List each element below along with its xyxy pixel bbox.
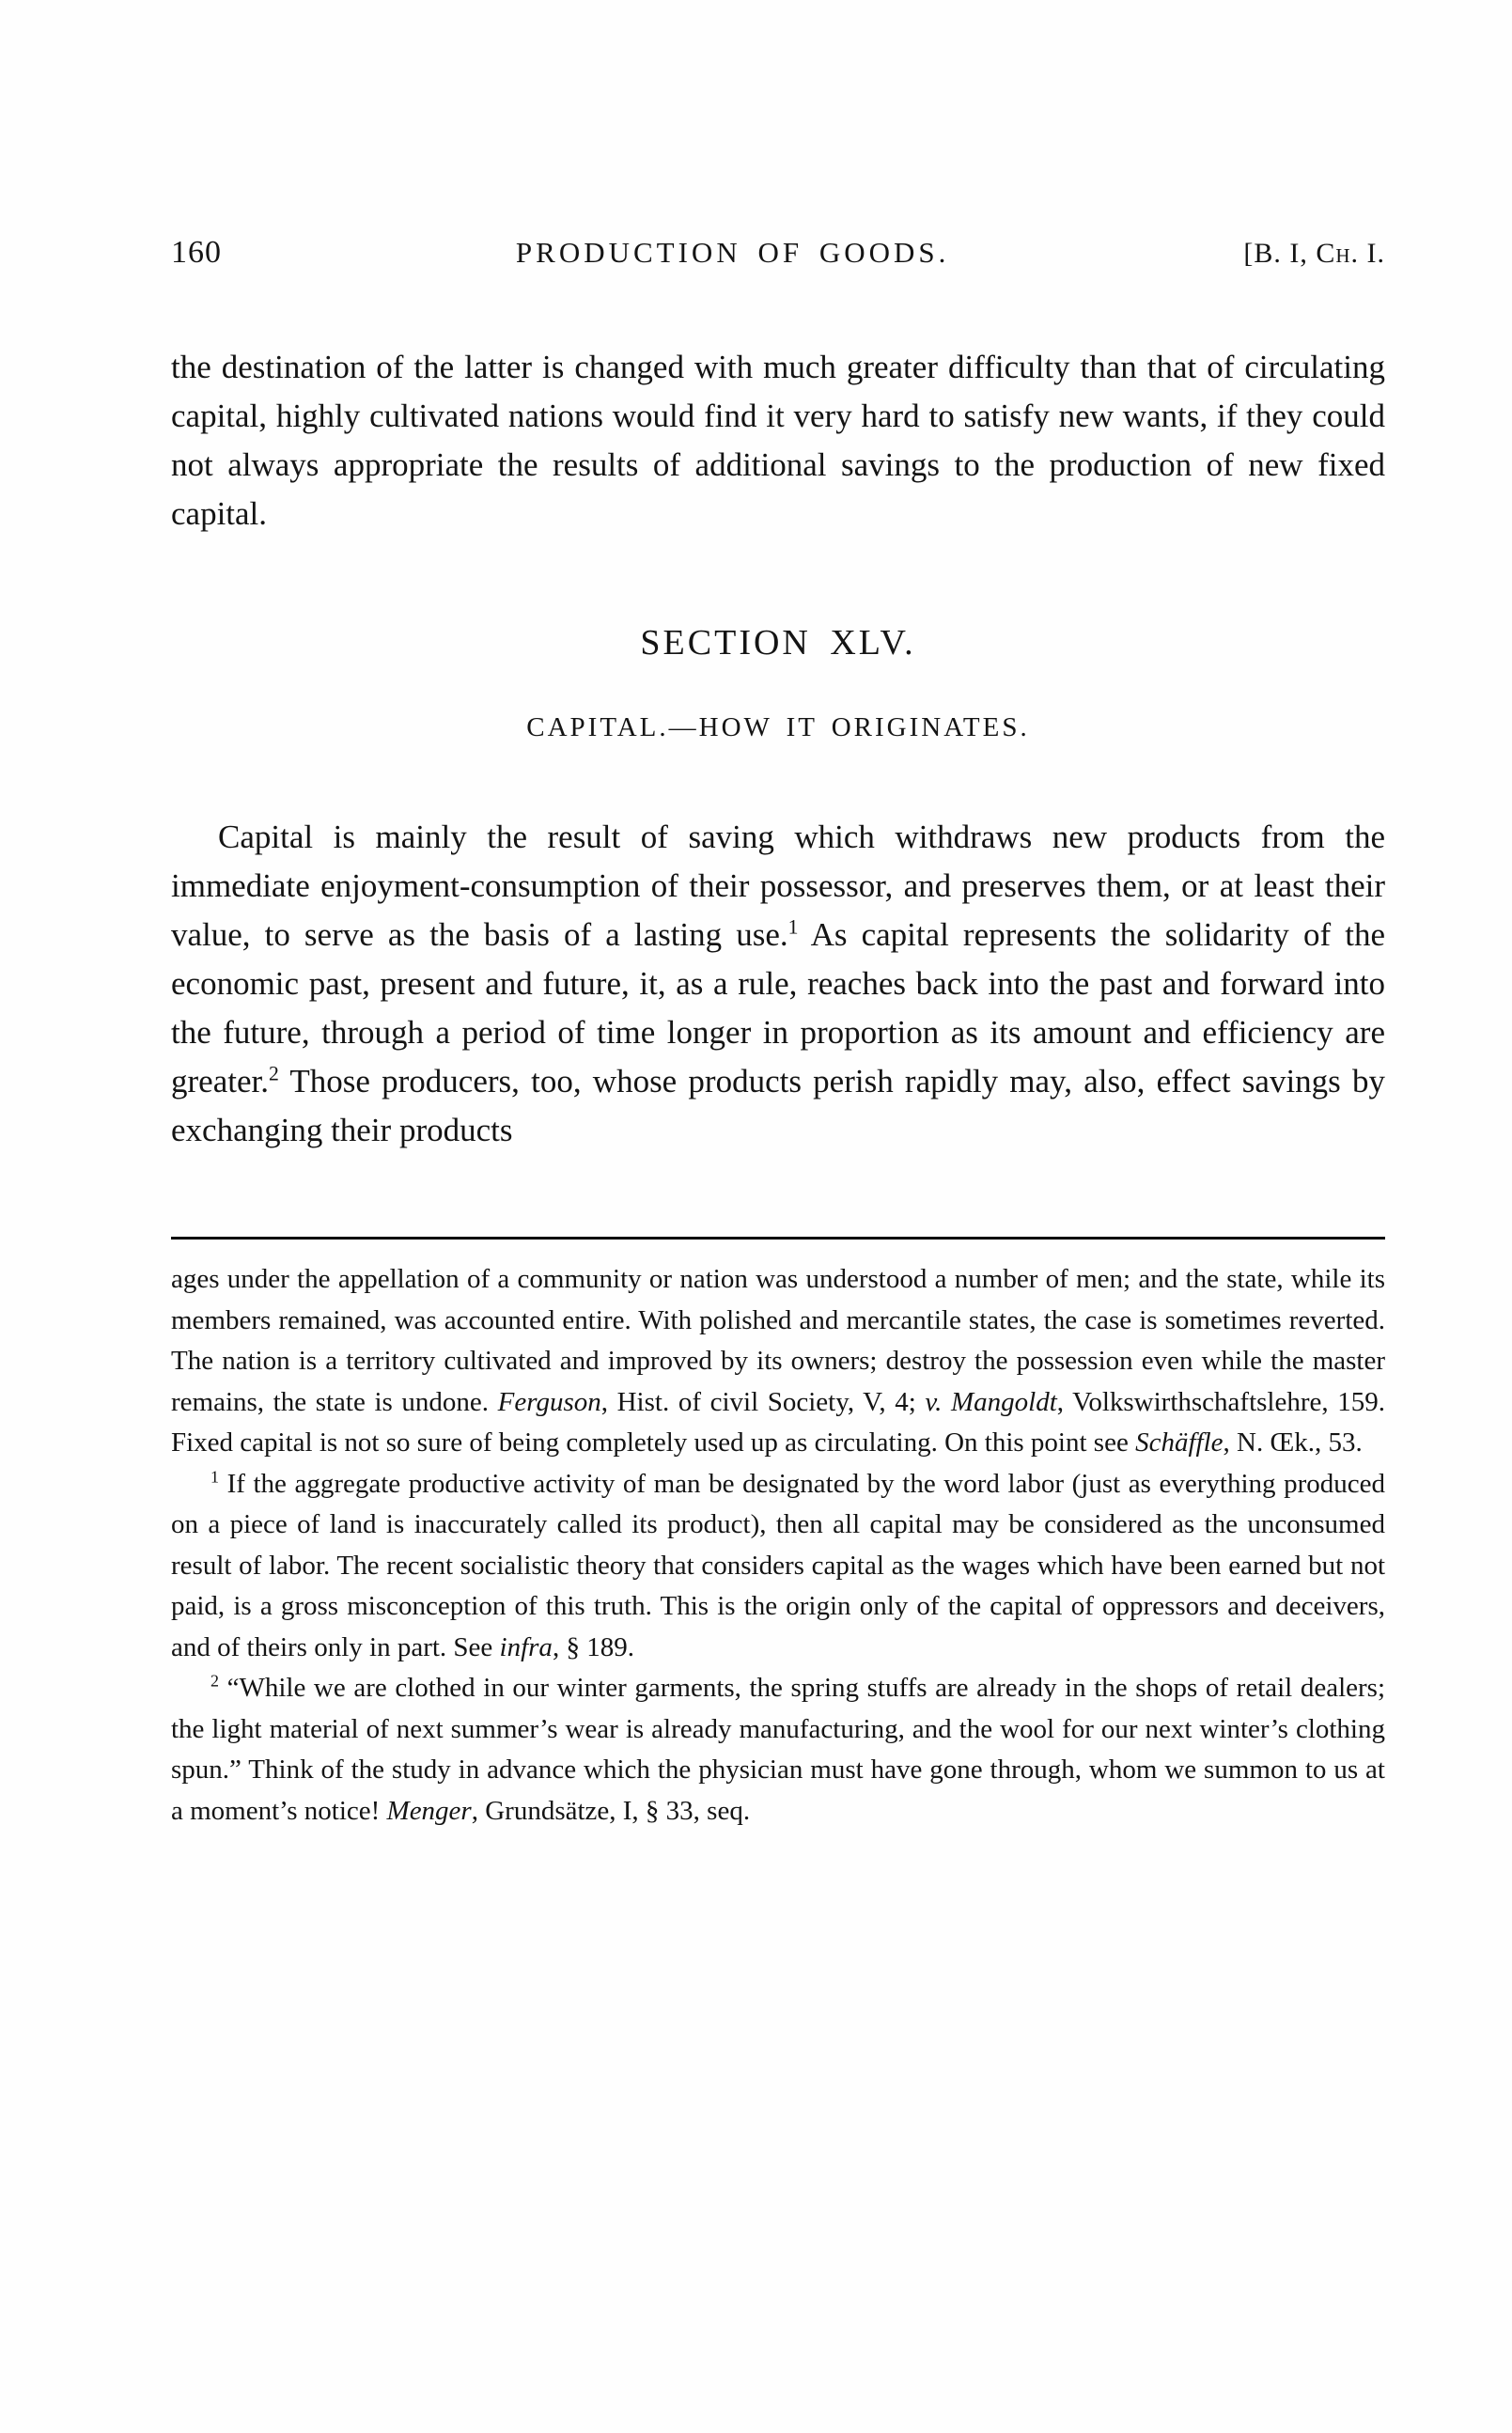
footnote-1: $^1$ If the aggregate productive activity of man be designated by the word labor (just as everything produced on a piece of land is inaccurately called its product), then all capital may be considered as the unconsumed result of labor. The recent socialistic theory that considers capital as the wages which have been earned but not paid, is a gross misconception of this truth. This is the origin only of the capital of oppressors and deceivers, and of theirs only in part. See infra, § 189. [171,1466,1385,1662]
footnote-2: $^2$ “While we are clothed in our winter garments, the spring stuffs are already in the shops of retail dealers; the light material of next summer’s wear is already manufacturing, and the wool for our next winter’s clothing spun.” Think of the study in advance which the physician must have gone through, whom we summon to us at a moment’s notice! Menger, Grundsätze, I, § 33, seq. [171,1671,1385,1826]
section-heading: SECTION XLV. [640,623,916,663]
page-number: 160 [171,235,222,270]
footnote-continuation: ages under the appellation of a community or nation was understood a number of men; and the state, while its members remained, was accounted entire. With polished and mercantile states, the case is sometimes reverted. The nation is a territory cultivated and improved by its owners; destroy the possession even while the master remains, the state is undone. Ferguson, Hist. of civil Society, V, 4; v. Mangoldt, Volkswirthschaftslehre, 159. Fixed capital is not so sure of being completely used up as circulating. On this point see Schäffle, N. Œk., 53. [171,1264,1385,1458]
footnotes-block [171,1259,1385,1832]
section-subheading: CAPITAL.—HOW IT ORIGINATES. [526,712,1030,742]
footnote-separator-rule [171,1237,1385,1240]
main-paragraph: Capital is mainly the result of saving which withdraws new products from the immediate enjoyment-consumption of their possessor, and preserves them, or at least their value, to serve as the basis of a lasting use.$^1$ As capital represents the solidarity of the economic past, present and future, it, as a rule, reaches back into the past and forward into the future, through a period of time longer in proportion as its amount and efficiency are greater.$^2$ Those producers, too, whose products perish rapidly may, also, effect savings by exchanging their products [171,819,1385,1148]
running-title: PRODUCTION OF GOODS. [515,236,950,269]
chapter-reference: [B. I, Ch. I. [1243,238,1385,269]
page-header [171,235,1385,271]
continued-paragraph: the destination of the latter is changed with much greater difficulty than that of circulating capital, highly cultivated nations would find it very hard to satisfy new wants, if they could not always appropriate the results of additional savings to the production of new fixed capital. [171,349,1385,532]
